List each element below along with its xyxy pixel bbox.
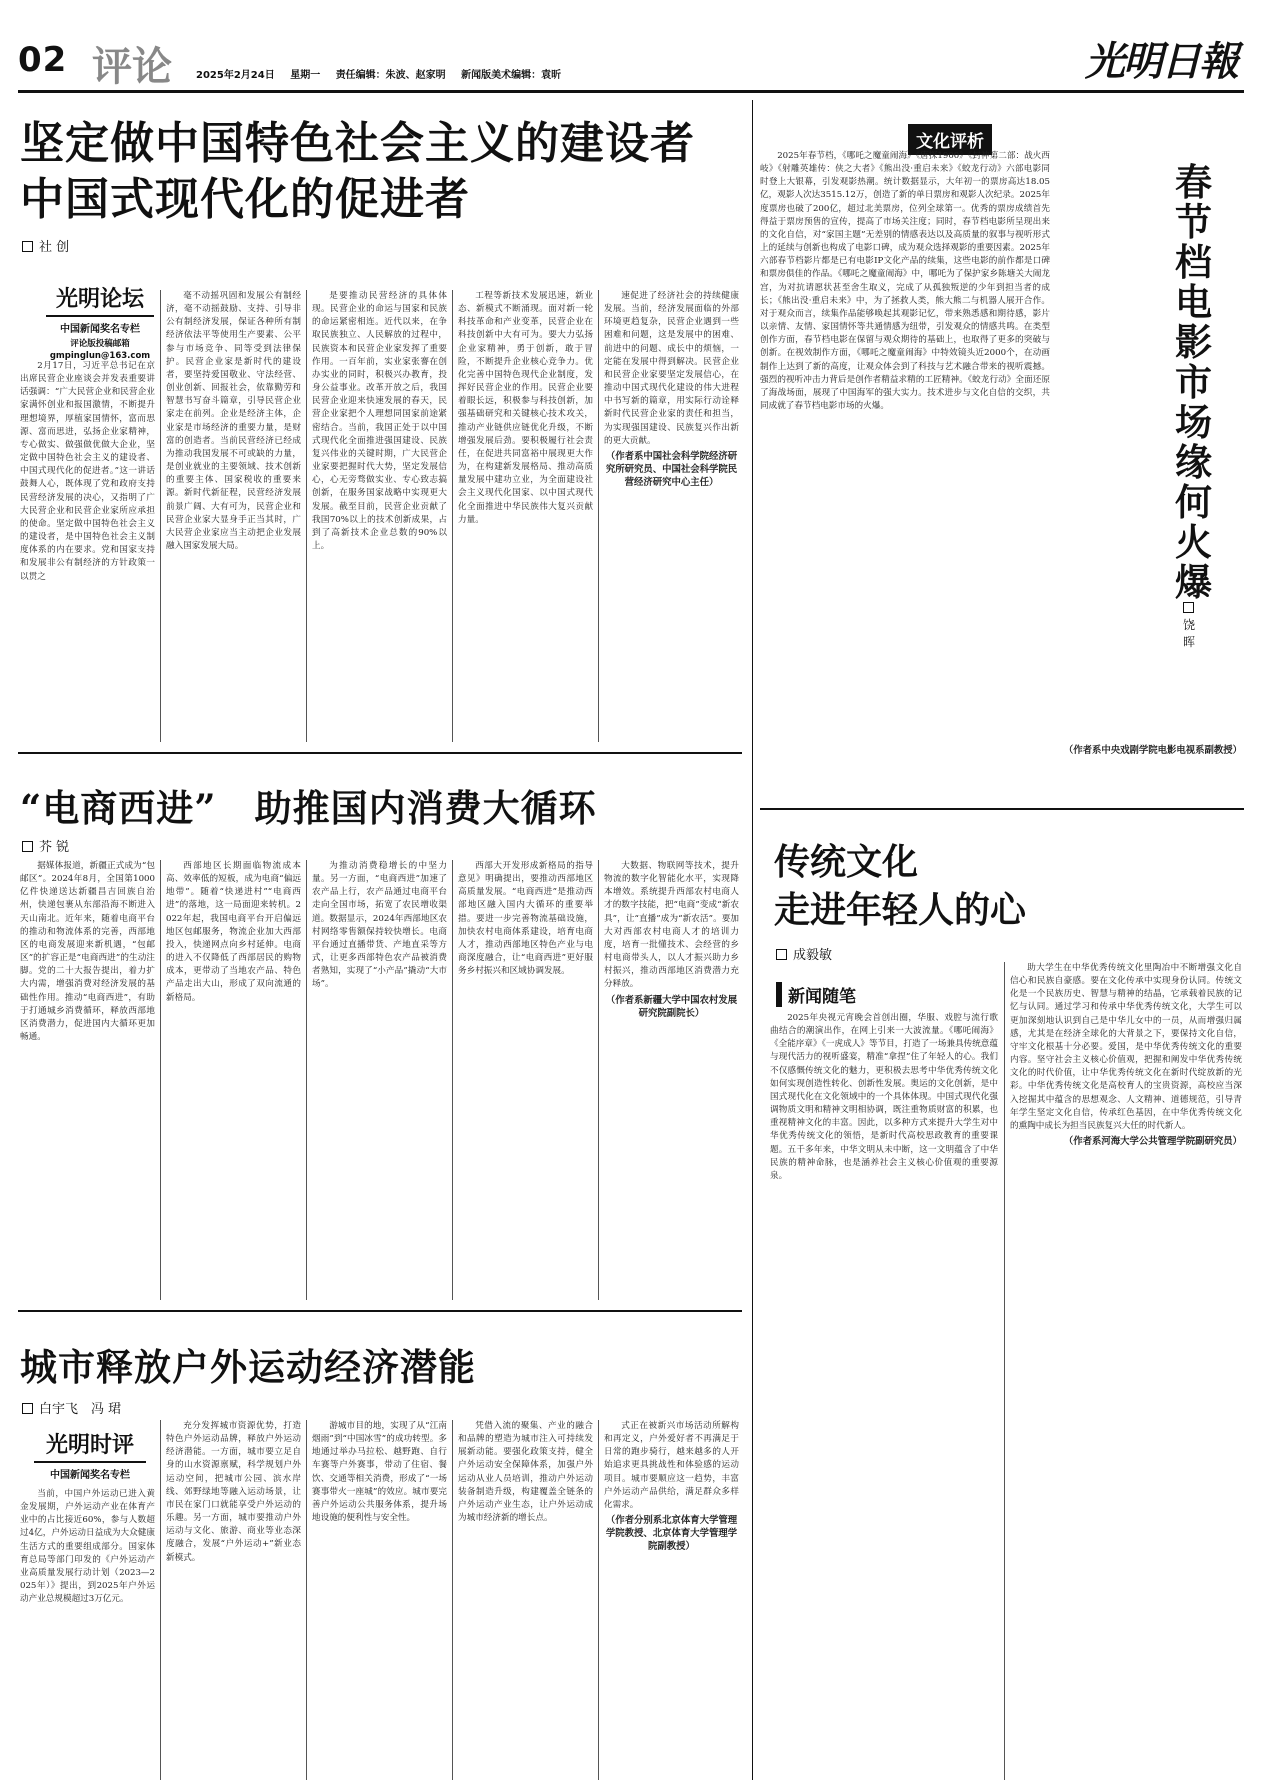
article5-author: 成毅敏: [793, 948, 833, 963]
column-divider: [1004, 962, 1005, 1780]
responsible-editors: 责任编辑：朱波、赵家明: [335, 70, 446, 81]
byline-box-icon: [22, 841, 33, 852]
article3-text-2: 充分发挥城市资源优势，打造特色户外运动品牌，释放户外运动经济潜能。一方面，城市要立足自身的山水资源禀赋，科学规划户外运动空间，把城市公园、滨水岸线、郊野绿地等融入运动场景，让市民在家门口就能享受户外运动的乐趣。另一方面，城市要推动户外运动与文化、旅游、商业等业态深度融合，发展“户外运动+”新业态新模式。: [166, 1421, 301, 1563]
column-divider: [160, 1420, 161, 1780]
article1-affiliation: （作者系中国社会科学院经济研究所研究员、中国社会科学院民营经济研究中心主任）: [605, 450, 738, 488]
article4-text: 2025年春节档，《哪吒之魔童闹海》《唐探1900》《封神第二部：战火西岐》《射雕英雄传：侠之大者》《熊出没·重启未来》《蛟龙行动》六部电影同时登上大银幕，引发观影热潮。统计数据显示，大年初一的票房高达18.05亿，观影人次达3515.12万，创造了新的单日票房和观影人次纪录。2025年度票房也破了200亿，超过北美票房，位列全球第一。优秀的票房成绩首先得益于票房预售的宣传，提高了市场关注度；同时，春节档电影所呈现出来的文化自信，对“家国主题”无差别的情感表达以及高质量的叙事与视听形式上的延续与创新也构成了电影口碑，成为观众选择观影的重要因素。2025年六部春节档影片都是已有电影IP文化产品的续集，这些电影的前作都是口碑和票房俱佳的作品。《哪吒之魔童闹海》中，哪吒为了保护家乡陈塘关大闹龙宫，为对抗请愿状甚至舍生取义，完成了从孤独叛逆的少年到担当者的成长；《熊出没·重启未来》中，为了拯救人类，熊大熊二与机器人展开合作。对于观众而言，续集作品能够唤起其观影记忆，带来熟悉感和期待感，影片以亲情、友情、家国情怀等共通情感为纽带，引发观众的情感共鸣。在类型创作方面，春节档电影在保留与观众期待的基础上，也取得了更多的突破与创新。在视效制作方面，《哪吒之魔童闹海》中特效镜头近2000个，在动画制作上达到了新的高度，让观众体会到了科技与艺术融合带来的视听震撼。强烈的视听冲击力背后是创作者精益求精的工匠精神。《蛟龙行动》全面还原了海战场面，展现了中国海军的强大实力。技术进步与文化自信的交织，共同成就了春节档电影市场的火爆。: [760, 151, 1050, 411]
article3-column-5: [604, 1420, 739, 1780]
article2-column-3: [312, 860, 447, 1300]
article3-author: 白宇飞 冯 珺: [39, 1402, 122, 1417]
article2-column-2: [166, 860, 301, 1300]
article2-text-4: 西部大开发形成新格局的指导意见》明确提出，要推动西部地区高质量发展。“电商西进”是推动西部地区融入国内大循环的重要举措。要进一步完善物流基础设施，加快农村电商体系建设，培育电商人才，推动西部地区特色产业与电商深度融合，让“电商西进”更好服务乡村振兴和区域协调发展。: [458, 861, 593, 977]
header-rule: [18, 90, 1244, 93]
article5-title: [774, 838, 1026, 934]
article3-text-4: 凭借入流的聚集、产业的融合和品牌的塑造为城市注入可持续发展新动能。要强化政策支持，健全户外运动安全保障体系，加强户外运动从业人员培训，推动户外运动装备制造升级，构建覆盖全链条的户外运动产业生态，让户外运动成为城市经济新的增长点。: [458, 1421, 593, 1524]
article5-affiliation: （作者系河海大学公共管理学院副研究员）: [1063, 1136, 1242, 1148]
article1-column-5: [604, 290, 739, 742]
article1-byline: [22, 236, 69, 255]
newspaper-masthead: 光明日報: [1085, 38, 1237, 85]
article1-title-line1: 坚定做中国特色社会主义的建设者: [20, 118, 695, 169]
article5-text-1: 2025年央视元宵晚会首创出圈，华服、戏腔与流行歌曲结合的潮演出作，在网上引来一大波流量。《哪吒闹海》《全能序章》《一虎成人》等节目，打造了一场兼具传统意蕴与现代活力的视听盛宴，精准“拿捏”住了年轻人的心。我们不仅感慨传统文化的魅力，更积极去思考中华优秀传统文化如何实现创造性转化、创新性发展。奥运的文化创新，是中国式现代化在文化领域中的一个具体体现。中国式现代化强调物质文明和精神文明相协调，既注重物质财富的积累，也重视精神文化的丰富。因此，以多种方式来提升大学生对中华优秀传统文化的领悟，是新时代高校思政教育的重要课题。五千多年来，中华文明从未中断，这一文明蕴含了中华民族的精神命脉，也是涵养社会主义核心价值观的重要源泉。: [770, 1013, 998, 1181]
article4-affiliation: （作者系中央戏剧学院电影电视系副教授）: [1063, 745, 1242, 756]
column-divider: [306, 290, 307, 742]
article2-text-1: 据媒体报道，新疆正式成为“包邮区”。2024年8月，全国第1000亿件快递送达新疆昌吉回族自治州，快递包裹从东部沿海不断进入天山南北。近年来，随着电商平台的推动和物流体系的完善，西部地区的电商发展迎来新机遇，“包邮区”的扩容正是“电商西进”的生动注脚。党的二十大报告提出，着力扩大内需，增强消费对经济发展的基础性作用。推动“电商西进”，有助于打通城乡消费循环，释放西部地区消费潜力，促进国内大循环更加畅通。: [20, 861, 155, 1043]
badge-title: 光明时评: [34, 1428, 146, 1463]
guangming-forum-badge: [46, 282, 154, 361]
article4-title: 春节档电影市场缘何火爆: [1175, 160, 1212, 604]
article3-affiliation: （作者分别系北京体育大学管理学院教授、北京体育大学管理学院副教授）: [605, 1515, 738, 1553]
byline-box-icon: [22, 1403, 33, 1414]
article1-column-2: [166, 290, 301, 742]
article1-text-1: 2月17日，习近平总书记在京出席民营企业座谈会并发表重要讲话强调：“广大民营企业和民营企业家满怀创业和报国激情，不断提升理想境界，厚植家国情怀，富而思源、富而思进，弘扬企业家精神，专心做实、做强做优做大企业，坚定做中国特色社会主义的建设者、中国式现代化的促进者。”这一讲话鼓舞人心，既体现了党和政府支持民营经济发展的决心，又指明了广大民营企业和民营企业家所应承担的使命。坚定做中国特色社会主义的建设者，是中国特色社会主义制度体系的内在要求。党和国家支持和发展非公有制经济的方针政策一以贯之: [20, 361, 155, 582]
article3-byline: [22, 1398, 121, 1417]
column-divider: [160, 860, 161, 1300]
column-divider: [598, 290, 599, 742]
column-divider: [598, 1420, 599, 1780]
news-essay-tag: 新闻随笔: [776, 982, 856, 1007]
section-divider: [18, 752, 742, 754]
article4-author: 饶 晖: [1183, 618, 1196, 649]
article3-column-3: [312, 1420, 447, 1780]
article4-byline: [1183, 600, 1197, 651]
article2-column-1: [20, 860, 155, 1300]
column-divider: [306, 860, 307, 1300]
article1-column-1: [20, 360, 155, 742]
article1-text-4: 工程等新技术发展迅速，新业态、新模式不断涌现。面对新一轮科技革命和产业变革，民营企业在科技创新中大有可为。要大力弘扬企业家精神，勇于创新，敢于冒险，不断提升企业核心竞争力。优化完善中国特色现代企业制度，发挥好民营企业的作用。民营企业要着眼长远，积极参与科技创新，加强基础研究和关键核心技术攻关，推动产业链供应链优化升级，不断增强发展后劲。要积极履行社会责任，在促进共同富裕中展现更大作为，在构建新发展格局、推动高质量发展中建功立业，为全面建设社会主义现代化国家、以中国式现代化全面推进中华民族伟大复兴贡献力量。: [458, 291, 593, 525]
article1-author: 社 创: [39, 240, 70, 255]
article5-text-2: 助大学生在中华优秀传统文化里陶冶中不断增强文化自信心和民族自豪感。要在文化传承中实现身份认同。传统文化是一个民族历史、智慧与精神的结晶，它承载着民族的记忆与认同。通过学习和传承中华优秀传统文化，大学生可以更加深刻地认识到自己是中华儿女中的一员，从而增强归属感，尤其是在经济全球化的大背景之下，要保持文化自信，守牢文化根基十分必要。爱国，是中华优秀传统文化的重要内容。坚守社会主义核心价值观，把握和阐发中华优秀传统文化的时代价值，让中华优秀传统文化在新时代绽放新的光彩。中华优秀传统文化是高校育人的宝贵资源，高校应当深入挖掘其中蕴含的思想观念、人文精神、道德规范，引导青年学生坚定文化自信，传承红色基因，在中华优秀传统文化的熏陶中成长为担当民族复兴大任的时代新人。: [1010, 963, 1242, 1131]
art-editor: 新闻版美术编辑：袁昕: [461, 70, 562, 81]
article3-text-1: 当前，中国户外运动已进入黄金发展期，户外运动产业在体育产业中的占比接近60%，参与人数超过4亿，户外运动日益成为大众健康生活方式的重要组成部分。国家体育总局等部门印发的《户外运动产业高质量发展行动计划（2023—2025年）》提出，到2025年户外运动产业总规模超过3万亿元。: [20, 1489, 155, 1605]
article2-text-2: 西部地区长期面临物流成本高、效率低的短板，成为电商“偏远地带”。随着“快递进村”“电商西进”的落地，这一局面迎来转机。2022年起，我国电商平台开启偏远地区包邮服务，物流企业加大西部投入，快递网点向乡村延伸。电商的进入不仅降低了西部居民的购物成本，更带动了当地农产品、特色产品走出大山，形成了双向流通的新格局。: [166, 861, 301, 1003]
article1-title-line2: 中国式现代化的促进者: [20, 174, 470, 225]
article3-column-4: [458, 1420, 593, 1780]
byline-box-icon: [1183, 602, 1194, 613]
article2-title: “电商西进” 助推国内消费大循环: [20, 786, 597, 830]
badge-email[interactable]: gmpinglun@163.com: [49, 351, 151, 361]
page-number: 02: [18, 40, 68, 80]
article4-body-upper: [760, 150, 1050, 690]
article2-column-4: [458, 860, 593, 1300]
column-divider: [452, 290, 453, 742]
badge-mailbox-label: 评论版投稿邮箱: [70, 339, 130, 349]
badge-subtitle: 中国新闻奖名专栏: [50, 1470, 130, 1481]
article2-byline: [22, 836, 69, 855]
article4-affiliation-block: [880, 742, 1242, 804]
article1-text-2: 毫不动摇巩固和发展公有制经济，毫不动摇鼓励、支持、引导非公有制经济发展，保证各种所有制经济依法平等使用生产要素、公平参与市场竞争、同等受到法律保护。民营企业家是新时代的建设者，要坚持爱国敬业、守法经营、创业创新、回报社会，依靠勤劳和智慧书写奋斗篇章，引导民营企业家走在前列。企业是经济主体，企业家是市场经济的重要力量，是财富的创造者。当前民营经济已经成为推动我国发展不可或缺的力量，是创业就业的主要领域、技术创新的重要主体、国家税收的重要来源。新时代新征程，民营经济发展前景广阔、大有可为，民营企业和民营企业家大显身手正当其时，广大民营企业家应当主动把企业发展融入国家发展大局。: [166, 291, 301, 551]
article1-column-3: [312, 290, 447, 742]
article3-column-1: [20, 1488, 155, 1780]
article2-text-5: 大数据、物联网等技术，提升物流的数字化智能化水平，实现降本增效。系统提升西部农村电商人才的数字技能，把“电商”变成“新农具”，让“直播”成为“新农活”。要加大对西部农村电商人才的培训力度，培育一批懂技术、会经营的乡村电商带头人，以人才振兴助力乡村振兴，推动西部地区消费潜力充分释放。: [604, 861, 739, 990]
badge-title: 光明论坛: [46, 282, 154, 317]
guangming-commentary-badge: [34, 1428, 146, 1481]
issue-date: 2025年2月24日: [196, 70, 275, 81]
column-divider: [160, 290, 161, 742]
article2-text-3: 为推动消费稳增长的中坚力量。另一方面，“电商西进”加速了农产品上行，农产品通过电商平台走向全国市场，拓宽了农民增收渠道。数据显示，2024年西部地区农村网络零售额保持较快增长。电商平台通过直播带货、产地直采等方式，让更多西部特色农产品被消费者熟知，实现了“小产品”撬动“大市场”。: [312, 861, 447, 990]
article5-byline: [776, 944, 832, 963]
column-divider: [452, 1420, 453, 1780]
article3-text-3: 游城市目的地，实现了从“江南烟雨”到“中国冰雪”的成功转型。多地通过举办马拉松、越野跑、自行车赛等户外赛事，带动了住宿、餐饮、交通等相关消费，形成了“一场赛事带火一座城”的效应。城市要完善户外运动公共服务体系，提升场地设施的便利性与安全性。: [312, 1421, 447, 1524]
article2-author: 芥 锐: [39, 840, 70, 855]
article1-text-3: 是要推动民营经济的具体体现。民营企业的命运与国家和民族的命运紧密相连。近代以来，在争取民族独立、人民解放的过程中，民族资本和民营企业家发挥了重要作用。一百年前，实业家张謇在创办实业的同时，积极兴办教育，投身公益事业。改革开放之后，我国民营企业迎来快速发展的春天，民营企业家把个人理想同国家前途紧密结合。当前，我国正处于以中国式现代化全面推进强国建设、民族复兴伟业的关键时期，广大民营企业家要把握时代大势，坚定发展信心，心无旁骛做实业、专心致志搞创新，在服务国家战略中实现更大发展。截至目前，民营企业贡献了我国70%以上的技术创新成果，占到了高新技术企业总数的90%以上。: [312, 291, 447, 551]
column-divider: [598, 860, 599, 1300]
article2-column-5: [604, 860, 739, 1300]
right-column-divider: [752, 100, 753, 1780]
culture-analysis-tag: 文化评析: [908, 124, 992, 155]
byline-box-icon: [776, 949, 787, 960]
column-divider: [306, 1420, 307, 1780]
article1-column-4: [458, 290, 593, 742]
article2-affiliation: （作者系新疆大学中国农村发展研究院副院长）: [605, 994, 738, 1019]
column-divider: [452, 860, 453, 1300]
article3-text-5: 式正在被新兴市场活动所解构和再定义，户外爱好者不再满足于日常的跑步骑行，越来越多的人开始追求更具挑战性和体验感的运动项目。城市要顺应这一趋势，丰富户外运动产品供给，满足群众多样化需求。: [604, 1421, 739, 1510]
article5-column-1: [770, 1012, 998, 1780]
byline-box-icon: [22, 241, 33, 252]
article1-text-5: 速促进了经济社会的持续健康发展。当前，经济发展面临的外部环境更趋复杂，民营企业遇到一些困难和问题，这是发展中的困难、前进中的问题、成长中的烦恼，一定能在发展中得到解决。民营企业和民营企业家要坚定发展信心，在推动中国式现代化建设的伟大进程中书写新的篇章，用实际行动诠释新时代民营企业家的责任和担当，为实现强国建设、民族复兴作出新的更大贡献。: [604, 291, 739, 446]
section-divider: [18, 1310, 742, 1312]
issue-weekday: 星期一: [290, 70, 321, 81]
article5-title-line2: 走进年轻人的心: [774, 889, 1027, 931]
section-divider: [760, 808, 1244, 810]
issue-meta: [196, 66, 573, 81]
article5-column-2: [1010, 962, 1242, 1780]
article3-title: 城市释放户外运动经济潜能: [20, 1345, 476, 1389]
article5-title-line1: 传统文化: [774, 841, 919, 883]
article3-column-2: [166, 1420, 301, 1780]
section-name: 评论: [92, 43, 172, 90]
badge-subtitle: 中国新闻奖名专栏: [60, 324, 140, 335]
